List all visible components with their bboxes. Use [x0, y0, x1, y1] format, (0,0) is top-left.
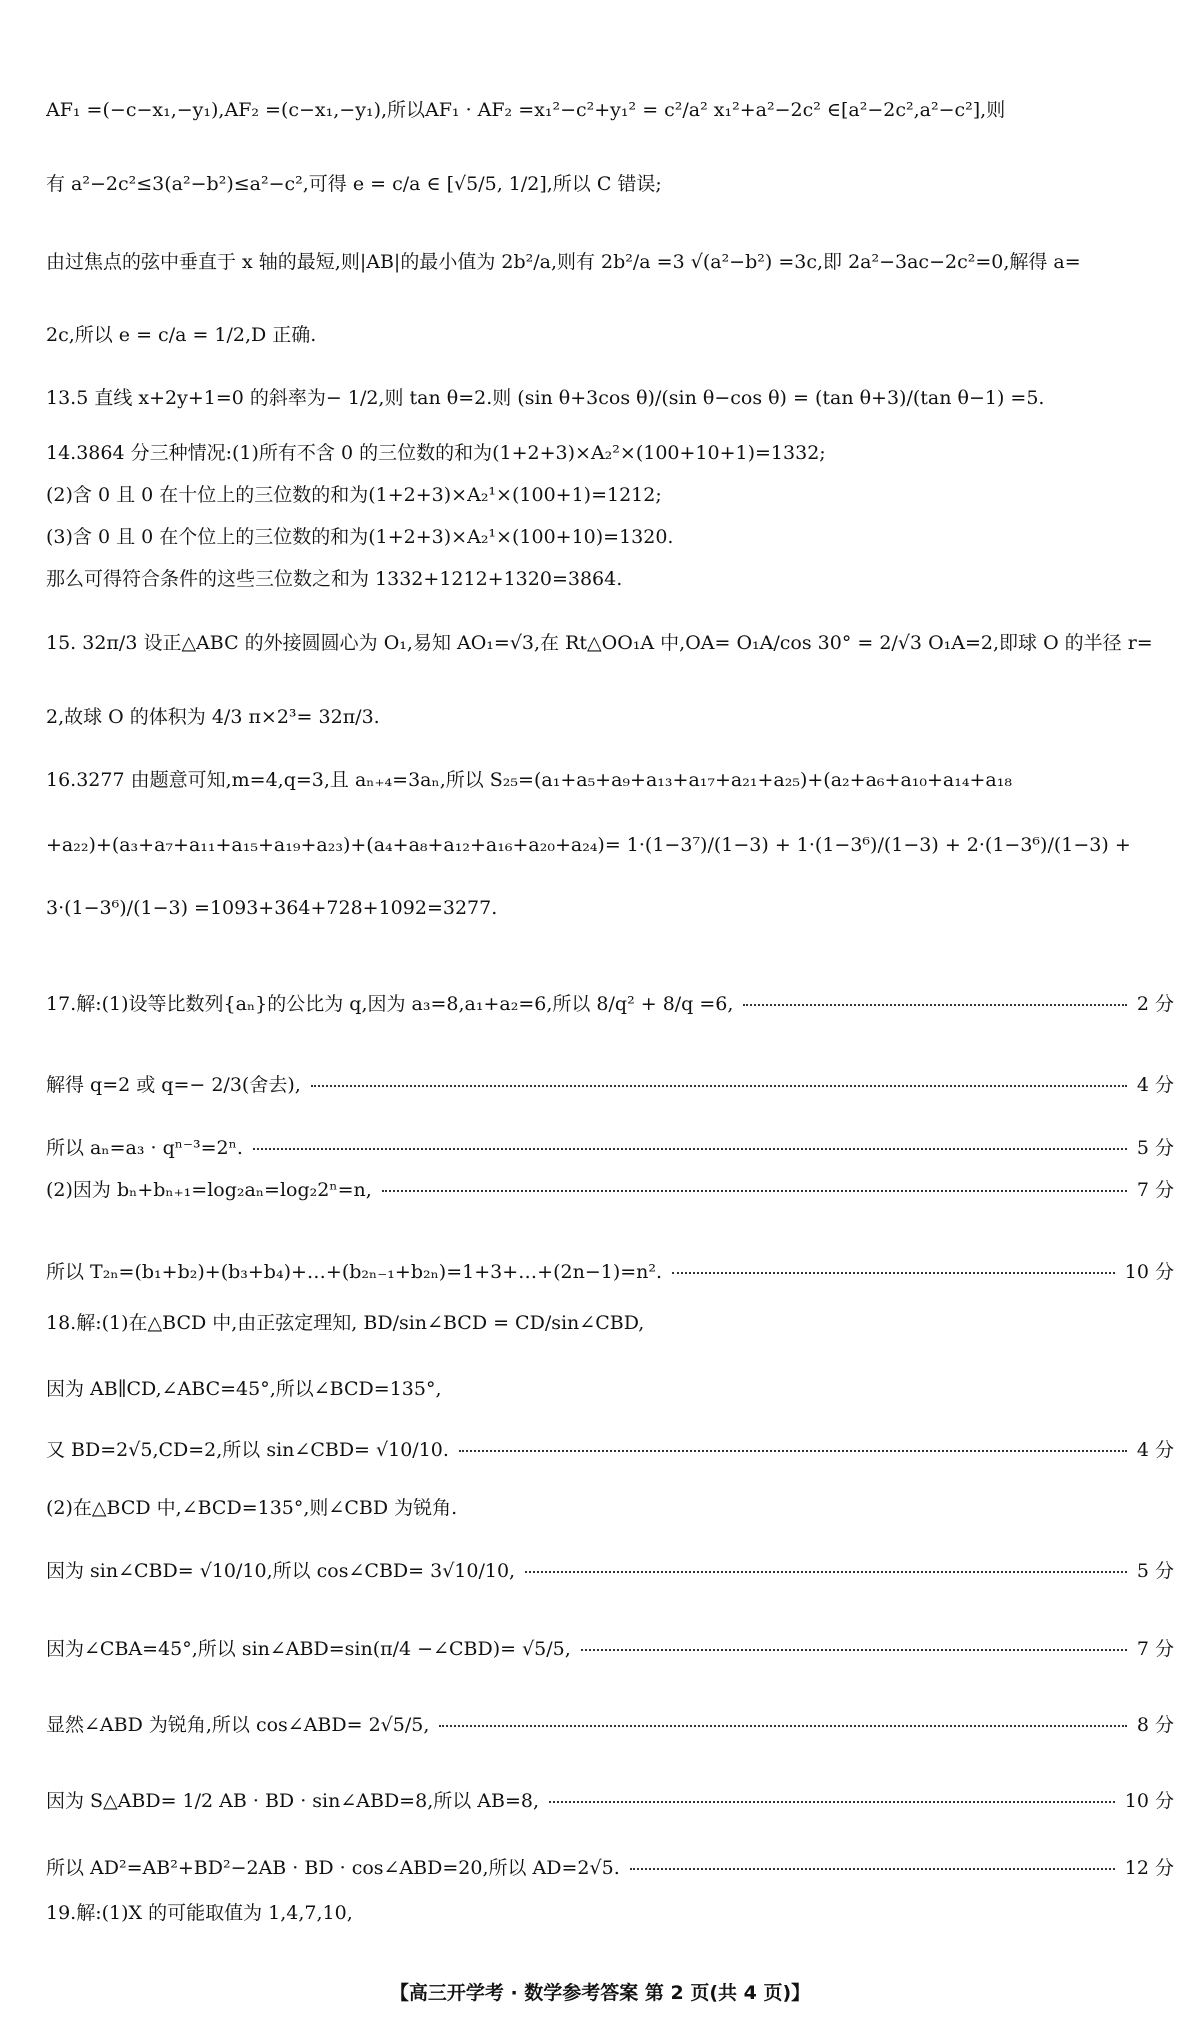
step-points: 7 分: [1136, 1179, 1174, 1201]
solution-line: 18.解:(1)在△BCD 中,由正弦定理知, BD/sin∠BCD = CD/sin∠CBD,: [46, 1312, 645, 1334]
solution-line: 那么可得符合条件的这些三位数之和为 1332+1212+1320=3864.: [46, 568, 623, 590]
solution-line: (2)在△BCD 中,∠BCD=135°,则∠CBD 为锐角.: [46, 1497, 458, 1519]
scored-step-line: [46, 1136, 1174, 1162]
page-footer: 【高三开学考 · 数学参考答案 第 2 页(共 4 页)】: [389, 1982, 811, 2004]
dot-leader: [525, 1570, 1127, 1573]
step-text: 所以 AD²=AB²+BD²−2AB · BD · cos∠ABD=20,所以 AD=2√5.: [46, 1857, 620, 1879]
step-points: 12 分: [1124, 1857, 1174, 1879]
scored-step-line: [46, 1438, 1174, 1464]
dot-leader: [253, 1147, 1127, 1150]
step-text: 又 BD=2√5,CD=2,所以 sin∠CBD= √10/10.: [46, 1439, 449, 1461]
step-points: 7 分: [1136, 1638, 1174, 1660]
solution-line: 由过焦点的弦中垂直于 x 轴的最短,则|AB|的最小值为 2b²/a,则有 2b²/a =3 √(a²−b²) =3c,即 2a²−3ac−2c²=0,解得 a=: [46, 251, 1081, 273]
step-text: 所以 aₙ=a₃ · qⁿ⁻³=2ⁿ.: [46, 1137, 243, 1159]
solution-line: 有 a²−2c²≤3(a²−b²)≤a²−c²,可得 e = c/a ∈ [√5/5, 1/2],所以 C 错误;: [46, 173, 662, 195]
solution-line: AF₁ =(−c−x₁,−y₁),AF₂ =(c−x₁,−y₁),所以AF₁ · AF₂ =x₁²−c²+y₁² = c²/a² x₁²+a²−2c² ∈[a²−2c²,a²−c²],则: [46, 99, 1006, 121]
step-text: 显然∠ABD 为锐角,所以 cos∠ABD= 2√5/5,: [46, 1714, 430, 1736]
scored-step-line: [46, 1559, 1174, 1585]
solution-line: 15. 32π/3 设正△ABC 的外接圆圆心为 O₁,易知 AO₁=√3,在 Rt△OO₁A 中,OA= O₁A/cos 30° = 2/√3 O₁A=2,即球 O 的半径 r=: [46, 632, 1153, 654]
solution-line: 2,故球 O 的体积为 4/3 π×2³= 32π/3.: [46, 706, 380, 728]
step-points: 2 分: [1136, 993, 1174, 1015]
step-points: 8 分: [1136, 1714, 1174, 1736]
step-points: 10 分: [1124, 1261, 1174, 1283]
dot-leader: [459, 1449, 1127, 1452]
dot-leader: [581, 1648, 1127, 1651]
step-text: 17.解:(1)设等比数列{aₙ}的公比为 q,因为 a₃=8,a₁+a₂=6,所以 8/q² + 8/q =6,: [46, 993, 734, 1015]
dot-leader: [743, 1003, 1126, 1006]
solution-line: 16.3277 由题意可知,m=4,q=3,且 aₙ₊₄=3aₙ,所以 S₂₅=(a₁+a₅+a₉+a₁₃+a₁₇+a₂₁+a₂₅)+(a₂+a₆+a₁₀+a₁₄+a₁₈: [46, 769, 1012, 791]
scored-step-line: [46, 1789, 1174, 1815]
solution-line: (3)含 0 且 0 在个位上的三位数的和为(1+2+3)×A₂¹×(100+10)=1320.: [46, 526, 674, 548]
solution-line: +a₂₂)+(a₃+a₇+a₁₁+a₁₅+a₁₉+a₂₃)+(a₄+a₈+a₁₂+a₁₆+a₂₀+a₂₄)= 1·(1−3⁷)/(1−3) + 1·(1−3⁶)/(1−3) + 2·(1−3⁶)/(1−3) +: [46, 834, 1131, 856]
step-text: 因为 S△ABD= 1/2 AB · BD · sin∠ABD=8,所以 AB=8,: [46, 1790, 539, 1812]
solution-line: 14.3864 分三种情况:(1)所有不含 0 的三位数的和为(1+2+3)×A₂²×(100+10+1)=1332;: [46, 442, 826, 464]
step-text: (2)因为 bₙ+bₙ₊₁=log₂aₙ=log₂2ⁿ=n,: [46, 1179, 372, 1201]
solution-line: 3·(1−3⁶)/(1−3) =1093+364+728+1092=3277.: [46, 897, 498, 919]
scored-step-line: [46, 1178, 1174, 1204]
step-points: 10 分: [1124, 1790, 1174, 1812]
dot-leader: [439, 1724, 1126, 1727]
dot-leader: [382, 1189, 1127, 1192]
scored-step-line: [46, 992, 1174, 1018]
dot-leader: [549, 1800, 1115, 1803]
solution-line: 2c,所以 e = c/a = 1/2,D 正确.: [46, 324, 317, 346]
step-points: 4 分: [1136, 1439, 1174, 1461]
step-points: 5 分: [1136, 1137, 1174, 1159]
dot-leader: [672, 1271, 1115, 1274]
step-points: 4 分: [1136, 1074, 1174, 1096]
solution-line: 因为 AB∥CD,∠ABC=45°,所以∠BCD=135°,: [46, 1378, 442, 1400]
scored-step-line: [46, 1073, 1174, 1099]
step-text: 因为∠CBA=45°,所以 sin∠ABD=sin(π/4 −∠CBD)= √5/5,: [46, 1638, 571, 1660]
step-text: 所以 T₂ₙ=(b₁+b₂)+(b₃+b₄)+…+(b₂ₙ₋₁+b₂ₙ)=1+3+…+(2n−1)=n².: [46, 1261, 663, 1283]
step-text: 解得 q=2 或 q=− 2/3(舍去),: [46, 1074, 301, 1096]
scored-step-line: [46, 1856, 1174, 1882]
scored-step-line: [46, 1637, 1174, 1663]
dot-leader: [311, 1084, 1127, 1087]
step-text: 因为 sin∠CBD= √10/10,所以 cos∠CBD= 3√10/10,: [46, 1560, 516, 1582]
dot-leader: [630, 1867, 1115, 1870]
scored-step-line: [46, 1713, 1174, 1739]
scored-step-line: [46, 1260, 1174, 1286]
solution-line: 19.解:(1)X 的可能取值为 1,4,7,10,: [46, 1902, 353, 1924]
solution-line: 13.5 直线 x+2y+1=0 的斜率为− 1/2,则 tan θ=2.则 (sin θ+3cos θ)/(sin θ−cos θ) = (tan θ+3)/(tan θ−1) =5.: [46, 387, 1045, 409]
solution-line: (2)含 0 且 0 在十位上的三位数的和为(1+2+3)×A₂¹×(100+1)=1212;: [46, 484, 662, 506]
step-points: 5 分: [1136, 1560, 1174, 1582]
